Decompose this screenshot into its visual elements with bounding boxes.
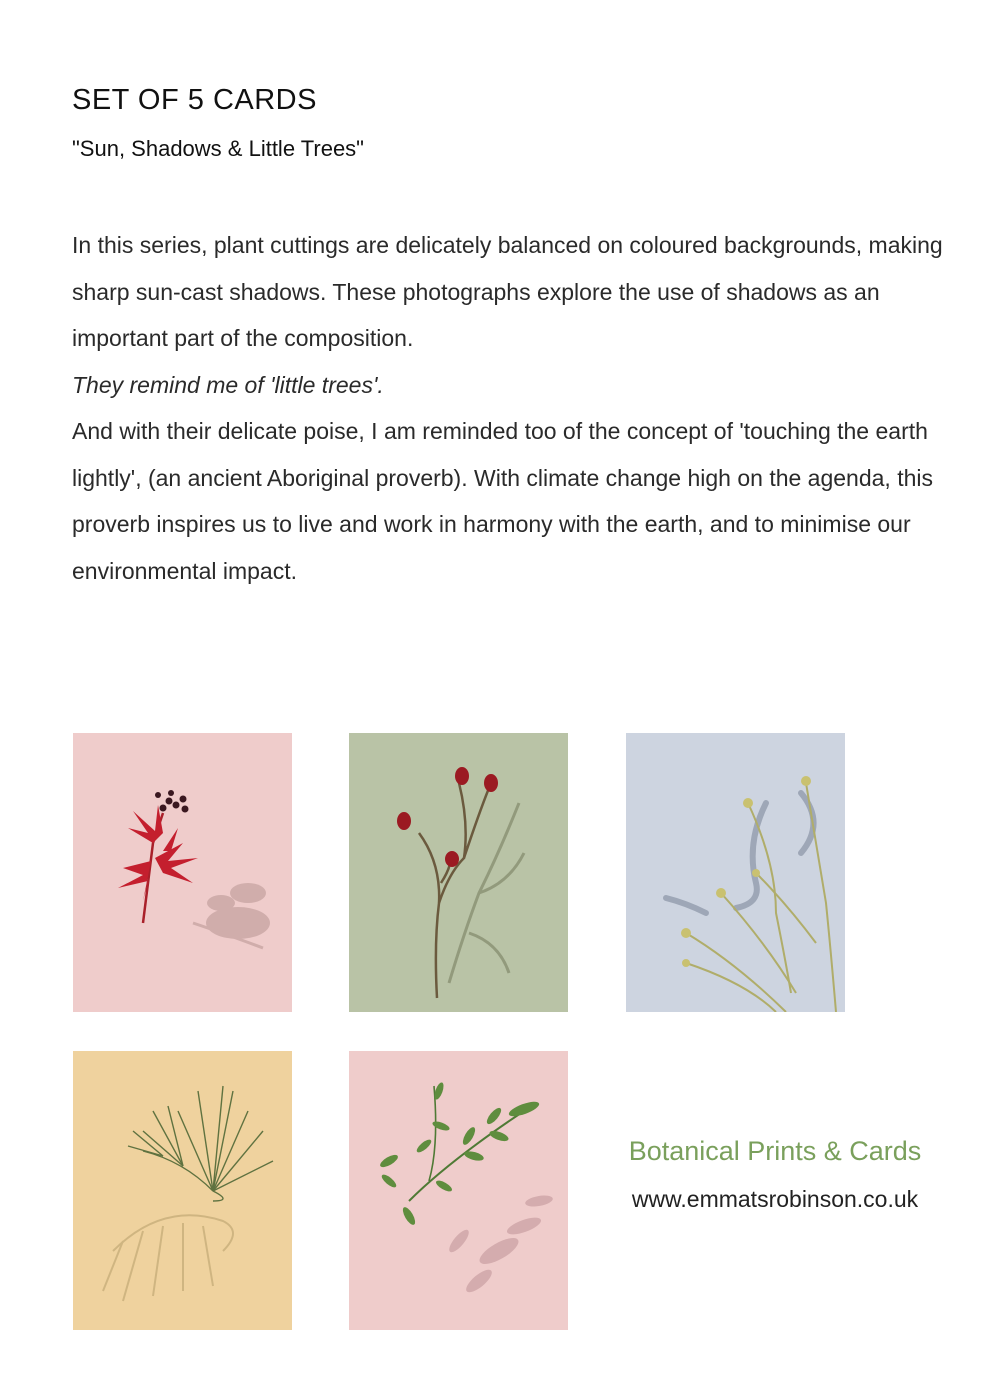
page-subtitle: "Sun, Shadows & Little Trees" — [72, 136, 364, 161]
rosehip-branch-image — [349, 733, 568, 1012]
description-paragraph-1: In this series, plant cuttings are delicately balanced on coloured backgrounds, making sharp sun-cast shadows. These photographs explore the use of shadows as an important part of the composition. — [72, 232, 943, 351]
website-link[interactable]: www.emmatsrobinson.co.uk — [631, 1186, 919, 1212]
description-paragraph-3: And with their delicate poise, I am reminded too of the concept of 'touching the earth lightly', (an ancient Aboriginal proverb). With climate change high on the agenda, this proverb inspires us to live and work in harmony with the earth, and to minimise our environmental impact. — [72, 418, 934, 584]
seed-heads-image — [626, 733, 845, 1012]
card-red-leaf-berries — [73, 733, 292, 1012]
description — [72, 222, 962, 594]
page-title: SET OF 5 CARDS — [72, 84, 317, 116]
jasmine-sprig-image — [349, 1051, 568, 1330]
pine-sprig-image — [73, 1051, 292, 1330]
card-rosehip-branch — [349, 733, 568, 1012]
description-paragraph-2: They remind me of 'little trees'. — [72, 371, 384, 398]
card-pine-sprig — [73, 1051, 292, 1330]
card-seed-heads — [626, 733, 845, 1012]
red-leaf-berries-image — [73, 733, 292, 1012]
card-jasmine-sprig — [349, 1051, 568, 1330]
brand-name: Botanical Prints & Cards — [628, 1136, 922, 1166]
